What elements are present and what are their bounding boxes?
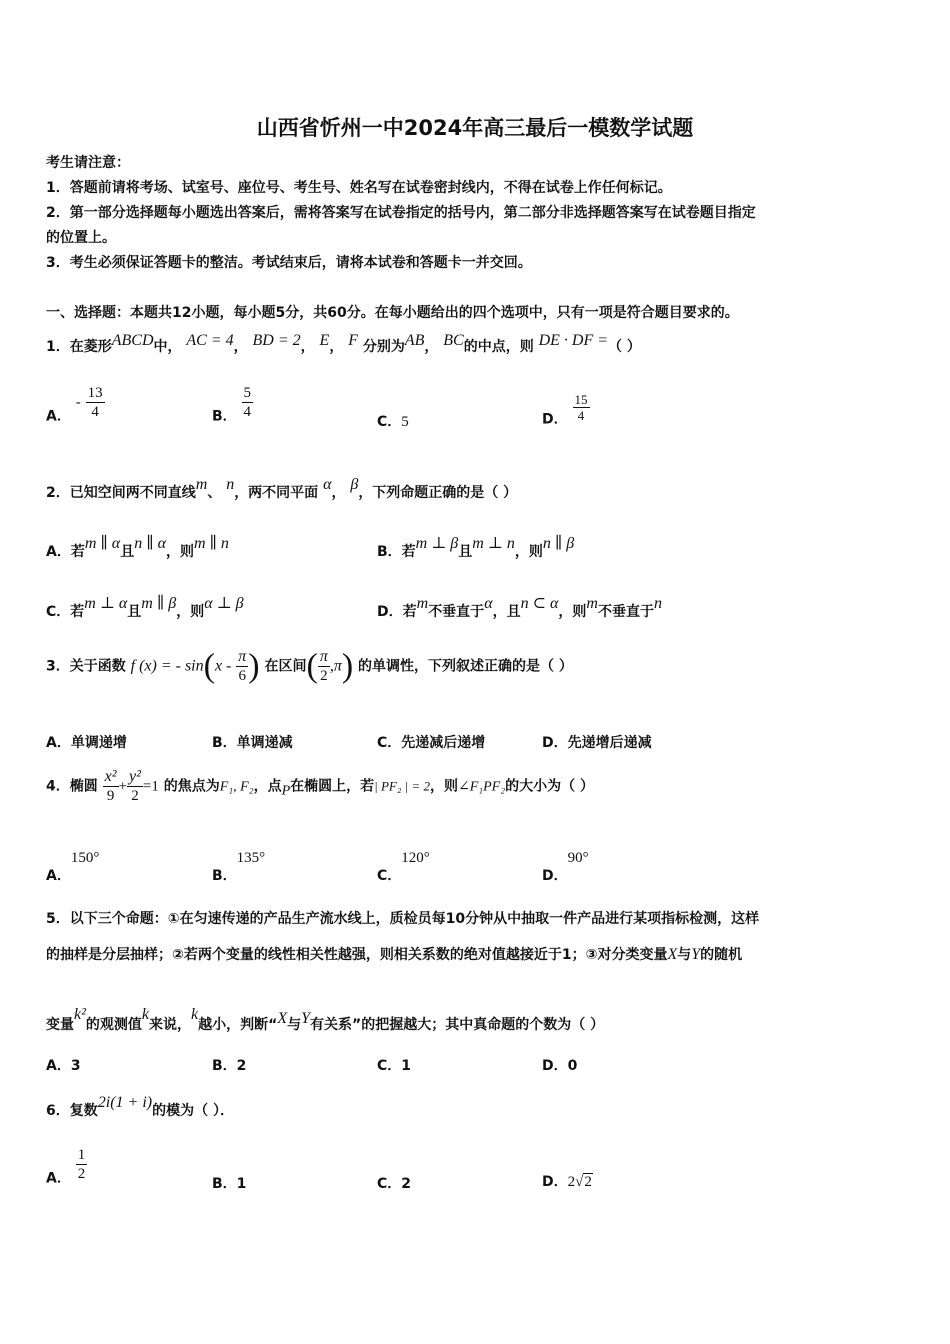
page-title: 山西省忻州一中2024年高三最后一模数学试题: [256, 116, 694, 140]
question-5-line-2: 的抽样是分层抽样；②若两个变量的线性相关性越强，则相关系数的绝对值越接近于1；③对分类变量X与Y的随机: [46, 946, 743, 963]
q3-option-c[interactable]: C．先递减后递增: [377, 735, 486, 751]
notice-item-3: 3．考生必须保证答题卡的整洁。考试结束后，请将本试卷和答题卡一并交回。: [46, 255, 532, 271]
question-3: 3．关于函数 f (x) = - sin(x - $\frac{\pi}{6}$ ) 在区间( $\frac{\pi}{2}$ ,π) 的单调性，下列叙述正确的是（ ）: [46, 647, 573, 685]
q6-option-d[interactable]: D．2√2: [542, 1174, 592, 1190]
q2-option-b[interactable]: B．若m ⊥ β且m ⊥ n，则n ∥ β: [377, 535, 575, 560]
q1-option-a[interactable]: A． - $\frac{13}{4}$: [46, 385, 103, 425]
q5-option-c[interactable]: C．1: [377, 1058, 412, 1074]
q4-option-d[interactable]: D．90°: [542, 850, 589, 884]
notice-item-1: 1．答题前请将考场、试室号、座位号、考生号、姓名写在试卷密封线内，不得在试卷上作任何标记。: [46, 180, 672, 196]
q2-option-d[interactable]: D．若m不垂直于α，且n ⊂ α，则m不垂直于n: [377, 595, 662, 620]
notice-item-2-cont: 的位置上。: [46, 230, 116, 246]
notice-heading: 考生请注意：: [46, 155, 130, 171]
q6-option-c[interactable]: C．2: [377, 1176, 412, 1192]
q1-option-b[interactable]: B． $\frac{5}{4}$: [212, 385, 252, 425]
q2-option-a[interactable]: A．若m ∥ α且n ∥ α，则m ∥ n: [46, 535, 229, 560]
q3-option-b[interactable]: B．单调递减: [212, 735, 293, 751]
question-5-line-1: 5．以下三个命题：①在匀速传递的产品生产流水线上，质检员每10分钟从中抽取一件产品进行某项指标检测，这样: [46, 911, 760, 927]
q4-option-a[interactable]: A．150°: [46, 850, 100, 884]
q4-option-b[interactable]: B．135°: [212, 850, 266, 884]
q3-option-d[interactable]: D．先递增后递减: [542, 735, 652, 751]
question-2: 2．已知空间两不同直线m、 n，两不同平面 α， β，下列命题正确的是（ ）: [46, 476, 518, 501]
q2-option-c[interactable]: C．若m ⊥ α且m ∥ β，则α ⊥ β: [46, 595, 244, 620]
q5-option-d[interactable]: D．0: [542, 1058, 578, 1074]
section-heading: 一、选择题：本题共12小题，每小题5分，共60分。在每小题给出的四个选项中，只有一项是符合题目要求的。: [46, 305, 739, 321]
q4-option-c[interactable]: C．120°: [377, 850, 430, 884]
question-5-line-3: 变量k²的观测值k来说，k越小，判断“X与Y有关系”的把握越大；其中真命题的个数为（ ）: [46, 1006, 605, 1033]
question-1: 1．在菱形ABCD中， AC = 4， BD = 2， E， F 分别为AB， BC的中点，则 DE · DF =（ ）: [46, 332, 641, 355]
q5-option-b[interactable]: B．2: [212, 1058, 247, 1074]
q6-option-b[interactable]: B．1: [212, 1176, 247, 1192]
notice-item-2: 2．第一部分选择题每小题选出答案后，需将答案写在试卷指定的括号内，第二部分非选择题答案写在试卷题目指定: [46, 205, 756, 221]
question-4: 4．椭圆 $\frac{\text{x²}}{9}$ + $\frac{\text{y²}}{2}$ =1 的焦点为F₁, F₂，点P在椭圆上，若| PF₂ | = 2，则∠F₁PF₂的大小为（ ）: [46, 768, 594, 804]
q5-option-a[interactable]: A．3: [46, 1058, 81, 1074]
q6-option-a[interactable]: A． $\frac{1}{2}$: [46, 1147, 86, 1187]
q1-option-c[interactable]: C．5: [377, 414, 409, 430]
q3-option-a[interactable]: A．单调递增: [46, 735, 127, 751]
question-6: 6．复数2i(1 + i)的模为（ ）．: [46, 1094, 234, 1119]
q1-option-d[interactable]: D． $\frac{15}{4}$: [542, 392, 588, 428]
